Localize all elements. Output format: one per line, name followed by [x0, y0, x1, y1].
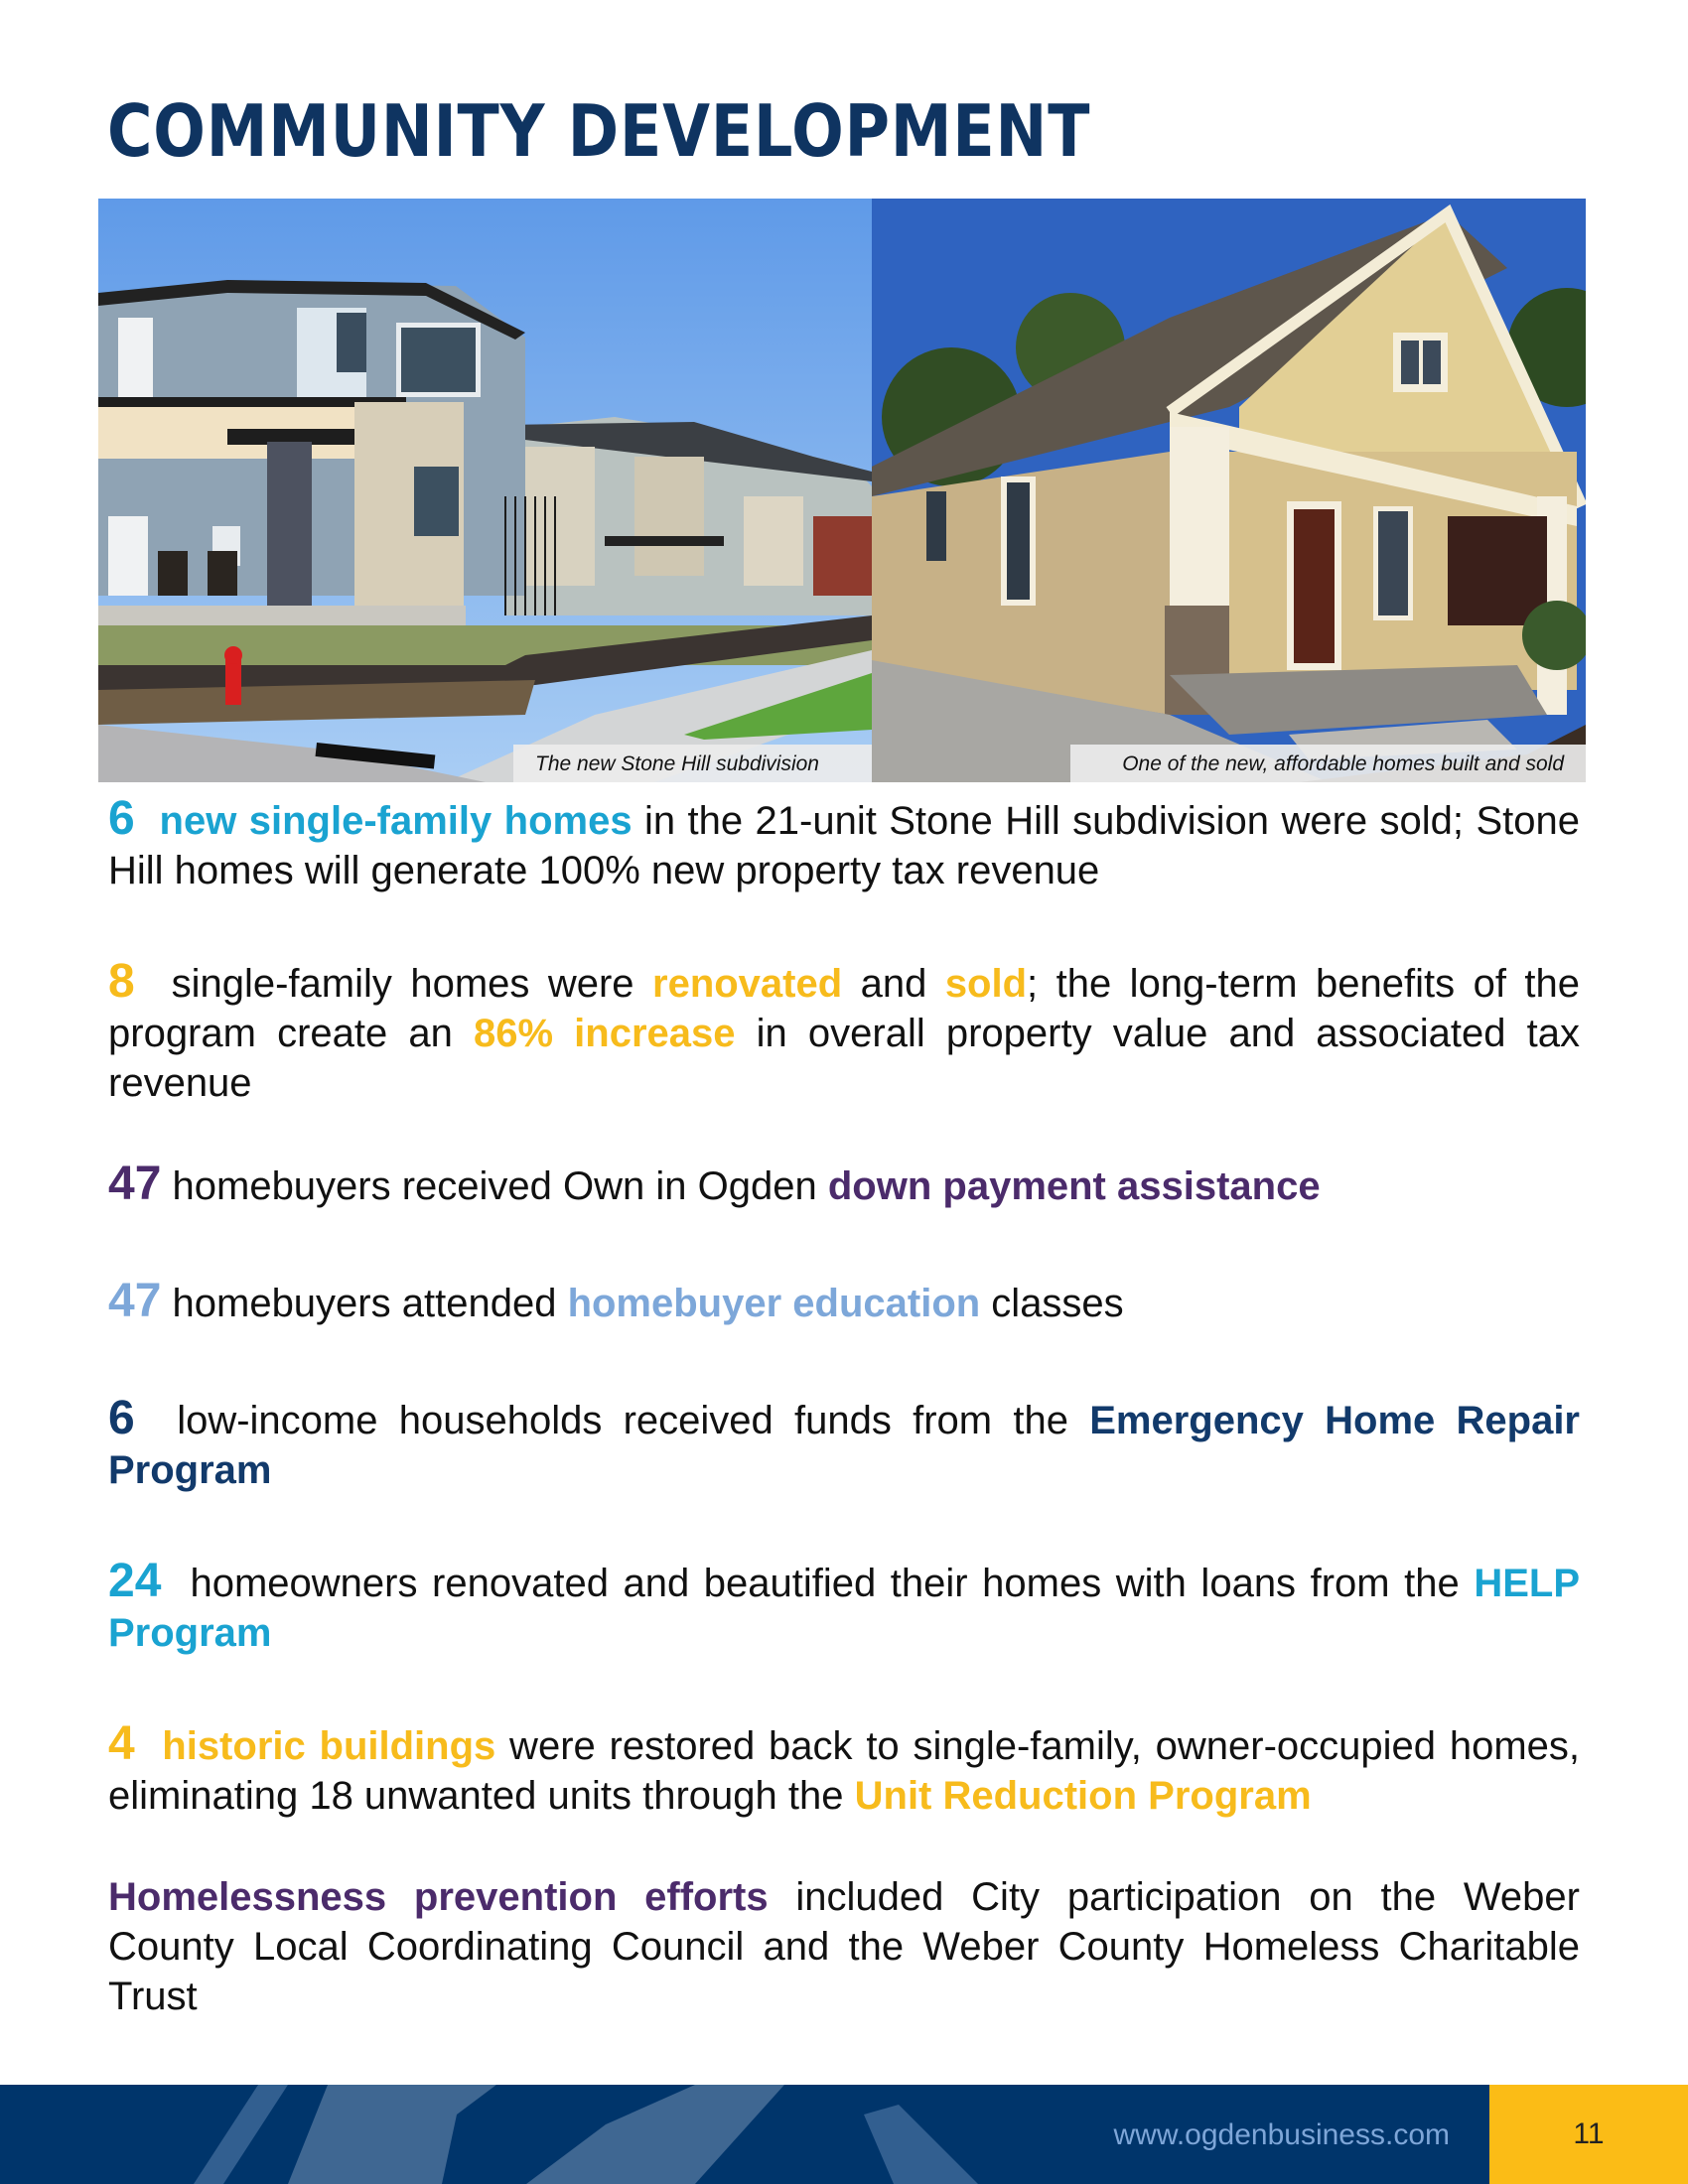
stat-homebuyer-education [108, 1277, 1580, 1328]
stat-highlight: homebuyer education [567, 1282, 981, 1325]
website-link[interactable]: www.ogdenbusiness.com [1113, 2118, 1450, 2151]
stat-down-payment [108, 1160, 1580, 1211]
craftsman-home-image [872, 199, 1586, 782]
page-footer [0, 2085, 1688, 2184]
stat-text: included City participation on the Weber County Local Coordinating Council and the Weber County Homeless Charitable Trust [108, 1875, 1580, 2018]
stat-number: 4 [108, 1717, 135, 1770]
photo-affordable-home [872, 199, 1586, 782]
stat-highlight-unit-reduction: Unit Reduction Program [854, 1774, 1312, 1818]
photo-stone-hill [98, 199, 872, 782]
stat-highlight: down payment assistance [827, 1164, 1321, 1208]
photo-caption-affordable-home: One of the new, affordable homes built and sold [1070, 745, 1586, 782]
stat-text: in the 21-unit Stone Hill subdivision were sold; Stone Hill homes will generate 100% new property tax revenue [108, 799, 1580, 892]
stat-help-program [108, 1557, 1580, 1658]
stat-text: single-family homes were [153, 962, 652, 1006]
stat-stone-hill-homes [108, 794, 1580, 895]
stat-renovated-homes [108, 957, 1580, 1108]
stat-historic-buildings [108, 1719, 1580, 1821]
stat-highlight-increase: 86% increase [473, 1012, 736, 1055]
stat-highlight: Homelessness prevention efforts [108, 1875, 769, 1919]
stat-highlight-sold: sold [944, 962, 1028, 1006]
stat-highlight-historic: historic buildings [162, 1724, 496, 1768]
stat-text: low-income households received funds from the [155, 1399, 1090, 1442]
stat-highlight: new single-family homes [159, 799, 633, 843]
page-number: 11 [1573, 2117, 1605, 2150]
photo-caption-stone-hill: The new Stone Hill subdivision [513, 745, 872, 782]
stat-emergency-repair [108, 1394, 1580, 1495]
stat-highlight: Emergency Home Repair Program [108, 1399, 1580, 1492]
stat-text: were restored back to single-family, owner-occupied homes, eliminating 18 unwanted units through the [108, 1724, 1580, 1818]
stat-highlight-renovated: renovated [652, 962, 843, 1006]
page-title: COMMUNITY DEVELOPMENT [107, 89, 1091, 173]
stat-number: 6 [108, 1392, 135, 1444]
stat-text: homebuyers attended [161, 1282, 568, 1325]
stat-text: classes [980, 1282, 1124, 1325]
stat-text: ; the long-term benefits of the program create an [108, 962, 1581, 1055]
stat-highlight: HELP Program [108, 1562, 1580, 1655]
photo-strip [98, 199, 1586, 782]
stat-number: 47 [108, 1158, 162, 1210]
stat-text: homeowners renovated and beautified their homes with loans from the [175, 1562, 1475, 1605]
stat-number: 24 [108, 1555, 162, 1607]
stat-number: 47 [108, 1275, 162, 1327]
stat-text: homebuyers received Own in Ogden [161, 1164, 828, 1208]
stats-list [108, 794, 1580, 2083]
stat-homelessness-prevention [108, 1872, 1580, 2021]
stone-hill-houses-image [98, 199, 872, 782]
stat-number: 8 [108, 955, 135, 1008]
stat-text: in overall property value and associated tax revenue [108, 1012, 1581, 1105]
stat-number: 6 [108, 792, 135, 845]
page-number-box [1489, 2085, 1688, 2184]
stat-text: and [842, 962, 945, 1006]
